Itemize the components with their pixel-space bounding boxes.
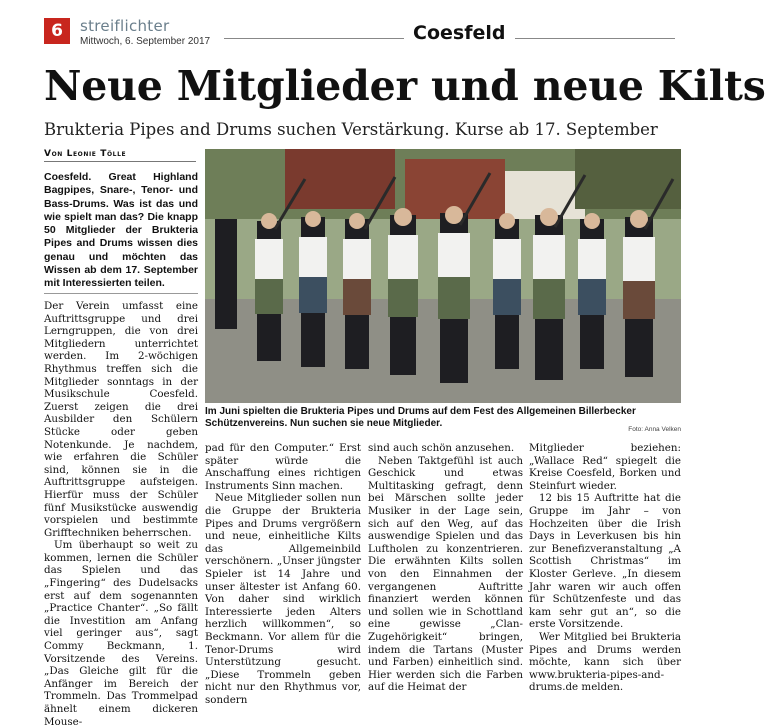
header-rule-right (515, 38, 675, 39)
paragraph: Mitglieder beziehen: „Wallace Red“ spiegelt die Kreise Coesfeld, Borken und Steinfurt wieder. (529, 442, 681, 492)
photo-credit: Foto: Anna Velken (628, 426, 681, 433)
paragraph: Der Verein umfasst eine Auftrittsgruppe und drei Lerngruppen, die von drei Mitgliedern unterrichtet werden. Im 2-wöchigen Rhythmus treffen sich die Mitglieder sonntags in der Musikschule Coesfeld. Zuerst zeigen die drei Ausbilder den Schülern Stücke oder geben Notenkunde. Je nachdem, wie erfahren die Schüler sind, können sie in die Auftrittsgruppe aufsteigen. Hierfür muss der Schüler fünf Musikstücke auswendig vorspielen und bestimmte Grifftechniken beherrschen. (44, 300, 198, 539)
paragraph: 12 bis 15 Auftritte hat die Gruppe im Jahr – von Hochzeiten über die Irish Days in Leverkusen bis hin zur Benefizveranstaltung „A Scottish Christmas“ im Kloster Gerleve. „In diesem Jahr waren wir auch offen für Schützenfeste und das kam sehr gut an“, so die erste Vorsitzende. (529, 492, 681, 631)
header-rule (224, 38, 404, 39)
paragraph: Neben Taktgefühl ist auch Geschick und etwas Multitasking gefragt, denn bei Märschen sollte jeder Musiker in der Lage sein, sich auf den Weg, auf das auswendige Spielen und das Luftholen zu konzentrieren. Die erwähnten Kilts sollen von den Einnahmen der vergangenen Auftritte finanziert werden können und sollen wie in Schottland eine gewisse „Clan-Zugehörigkeit“ bringen, indem die Tartans (Muster und Farben) einheitlich sind. Hier werden sich die Farben auf die Heimat der (368, 454, 523, 694)
issue-date: Mittwoch, 6. September 2017 (80, 36, 211, 47)
headline: Neue Mitglieder und neue Kilts (44, 62, 766, 110)
paragraph: Neue Mitglieder sollen nun die Gruppe der Brukteria Pipes and Drums vergrößern und neue, einheitliche Kilts das Allgemeinbild verschönern. „Unser jüngster Spieler ist 14 Jahre und unser ältester ist Anfang 60. Von daher sind wirklich Interessierte jeden Alters herzlich willkommen“, so Beckmann. Vor allem für die Tenor-Drums wird Unterstützung gesucht. „Diese Trommeln geben nicht nur den Rhythmus vor, sondern (205, 492, 361, 706)
body-column-1 (44, 300, 198, 728)
body-column-3 (368, 442, 523, 695)
teaser-rule (44, 293, 198, 294)
byline: Von Leonie Tölle (44, 149, 127, 159)
paragraph: Um überhaupt so weit zu kommen, lernen die Schüler das Spielen und das „Fingering“ des Dudelsacks erst auf dem sogenannten „Practice Chanter“. „So fällt die Investition am Anfang viel geringer aus“, sagt Commy Beckmann, 1. Vorsitzende des Vereins. „Das Gleiche gilt für die Anfänger im Bereich der Trommeln. Das Trommelpad ähnelt einem dickeren Mouse- (44, 539, 198, 728)
paragraph: sind auch schön anzusehen. (368, 442, 515, 454)
paragraph: Wer Mitglied bei Brukteria Pipes and Drums werden möchte, kann sich über www.brukteria-pipes-and-drums.de melden. (529, 630, 681, 694)
teaser-paragraph: Coesfeld. Great Highland Bagpipes, Snare-, Tenor- und Bass-Drums. Was ist das und wie spielt man das? Die knapp 50 Mitglieder der Brukteria Pipes and Drums wissen dies genau und möchten das Wissen ab dem 17. September mit Interessierten teilen. (44, 171, 198, 290)
photo-caption: Im Juni spielten die Brukteria Pipes und Drums auf dem Fest des Allgemeinen Billerbecker Schützenvereins. Nun suchen sie neue Mitglieder. (205, 406, 636, 430)
section-name: streiflichter (80, 17, 170, 35)
page-number-badge: 6 (44, 18, 70, 44)
body-column-2 (205, 442, 361, 706)
body-column-4 (529, 442, 681, 695)
article-photo (205, 149, 681, 403)
paragraph: pad für den Computer.“ Erst später würde die Anschaffung eines richtigen Instruments Sinn machen. (205, 442, 361, 492)
city-label: Coesfeld (413, 22, 506, 44)
subheadline: Brukteria Pipes and Drums suchen Verstärkung. Kurse ab 17. September (44, 120, 658, 139)
byline-rule (44, 161, 196, 162)
